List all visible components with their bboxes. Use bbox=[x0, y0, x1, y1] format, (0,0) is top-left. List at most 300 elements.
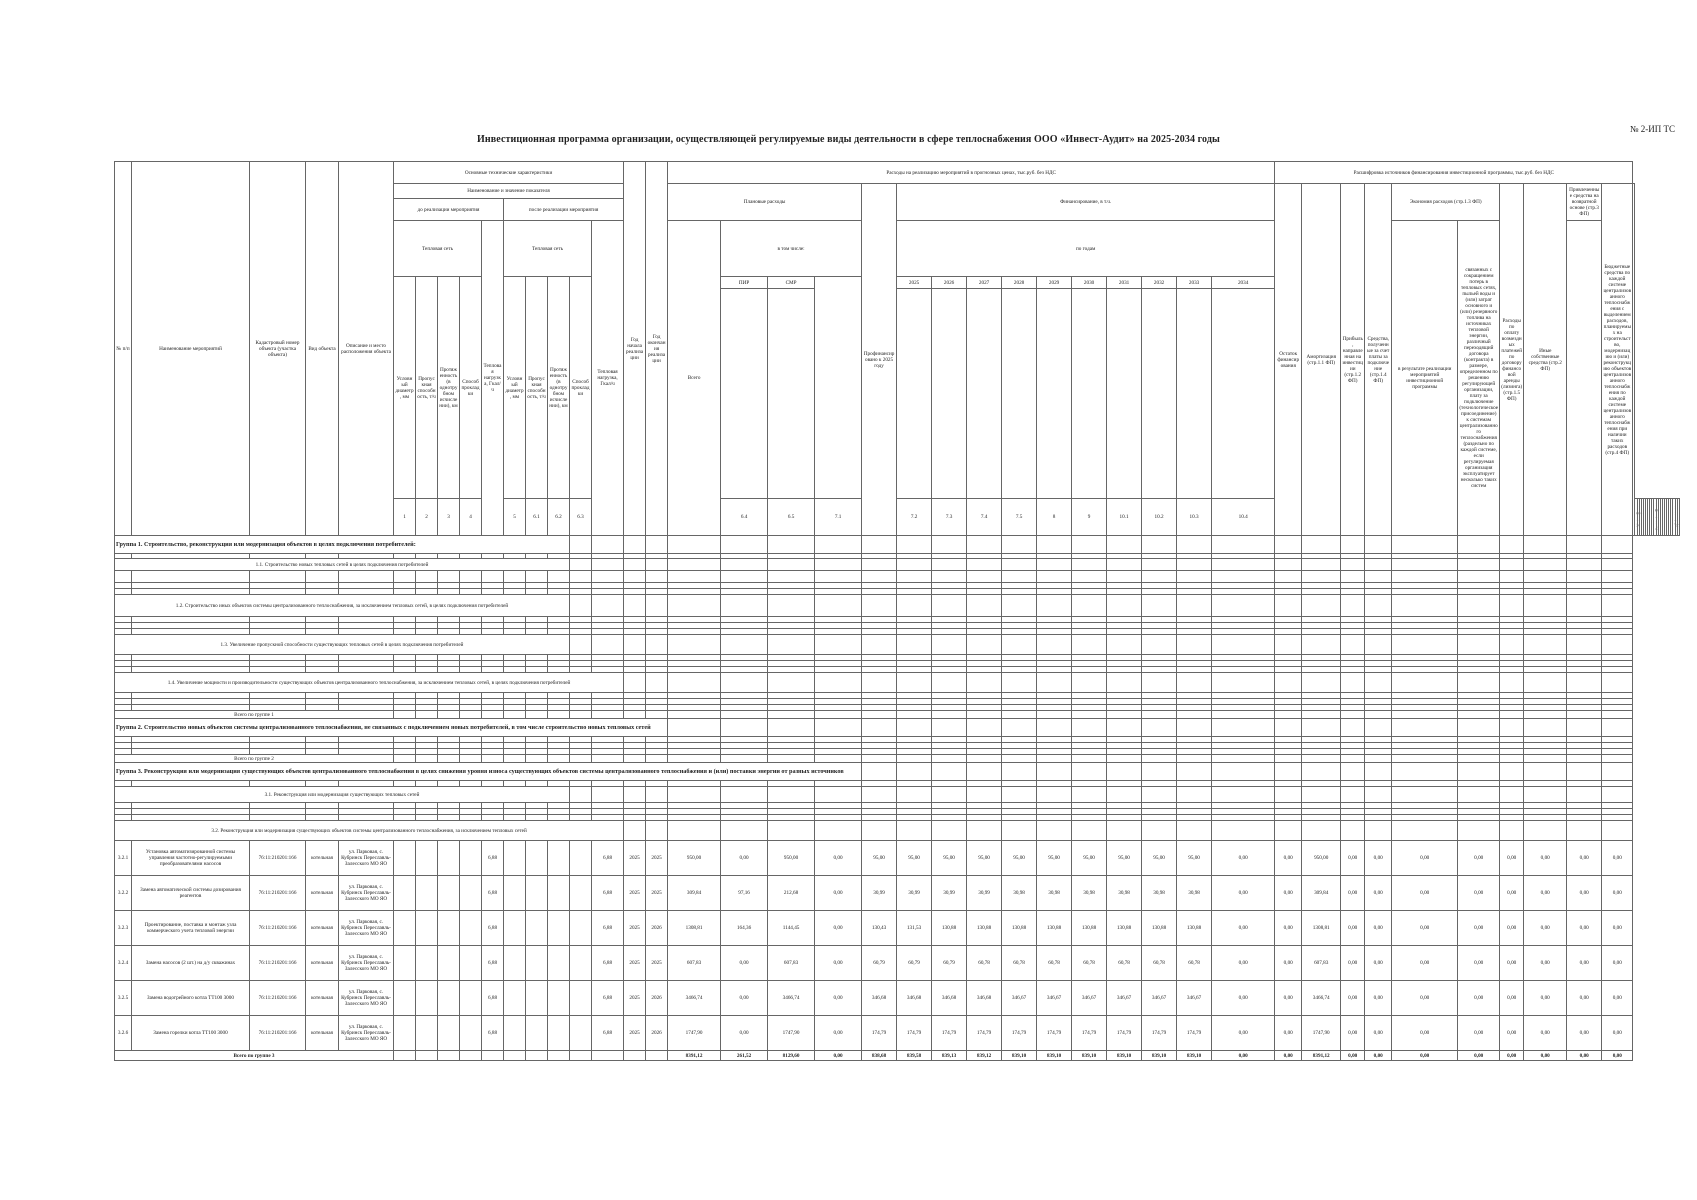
before-header: до реализации мероприятия bbox=[394, 199, 504, 221]
lease-header: Расходы по оплату возмездных платежей по договору финансовой аренды (лизинга) (стр.1.5 ФП) bbox=[1500, 184, 1524, 536]
heat-load-before: 6,88 bbox=[482, 841, 504, 876]
table-cell bbox=[932, 821, 967, 841]
table-cell bbox=[646, 673, 668, 693]
src-rest: 0,00 bbox=[1212, 1016, 1275, 1051]
year-cost: 174,79 bbox=[1177, 1016, 1212, 1051]
table-cell bbox=[306, 571, 339, 583]
table-cell bbox=[1107, 571, 1142, 583]
table-cell bbox=[570, 571, 592, 583]
row-number: 3.2.4 bbox=[115, 946, 132, 981]
saving-header: Экономия расходов (стр.1.3 ФП) bbox=[1392, 184, 1500, 221]
table-cell bbox=[504, 755, 526, 763]
group-total-label: Всего по группе 2 bbox=[115, 755, 394, 763]
src-other: 0,00 bbox=[1500, 841, 1524, 876]
table-cell bbox=[1302, 635, 1341, 655]
col-number: 6.1 bbox=[526, 499, 548, 536]
table-cell bbox=[570, 787, 592, 803]
table-cell bbox=[1602, 755, 1633, 763]
table-cell bbox=[1302, 719, 1341, 737]
cost-total: 8391,12 bbox=[668, 1051, 721, 1061]
year-cost: 839,10 bbox=[1037, 1051, 1072, 1061]
year-cost: 174,79 bbox=[1142, 1016, 1177, 1051]
table-cell bbox=[768, 755, 815, 763]
object-type: котельная bbox=[306, 876, 339, 911]
subgroup-row bbox=[115, 595, 1680, 617]
year-cost: 346,67 bbox=[1142, 981, 1177, 1016]
data-row bbox=[115, 946, 1680, 981]
other-header: Иные собственные средства (стр.2 ФП) bbox=[1524, 184, 1567, 536]
year-cost: 346,68 bbox=[967, 981, 1002, 1016]
table-cell bbox=[646, 595, 668, 617]
col-number: 10.4 bbox=[1212, 499, 1275, 536]
table-cell bbox=[1072, 755, 1107, 763]
header-row-1 bbox=[115, 162, 1680, 184]
table-cell bbox=[932, 711, 967, 719]
heat-load-after: 6,88 bbox=[592, 1016, 624, 1051]
year-cost: 60,78 bbox=[1177, 946, 1212, 981]
table-cell bbox=[526, 1016, 548, 1051]
table-cell bbox=[460, 571, 482, 583]
table-cell bbox=[1212, 635, 1275, 655]
src-osrc: 0,00 bbox=[1602, 1051, 1633, 1061]
start-year: 2025 bbox=[624, 841, 646, 876]
table-cell bbox=[815, 787, 862, 803]
table-cell bbox=[504, 711, 526, 719]
object-location: ул. Парковая, с. Кубринск Переславль-Залесского МО ЯО bbox=[339, 841, 394, 876]
table-cell bbox=[416, 946, 438, 981]
src-other: 0,00 bbox=[1500, 1016, 1524, 1051]
table-cell bbox=[646, 559, 668, 571]
table-cell bbox=[1341, 536, 1365, 554]
year-cost: 130,88 bbox=[967, 911, 1002, 946]
after-length-header: Протяженность (в однотрубном исчислении), км bbox=[548, 277, 570, 499]
table-cell bbox=[1275, 536, 1302, 554]
src-rest: 0,00 bbox=[1212, 876, 1275, 911]
src-other: 0,00 bbox=[1500, 946, 1524, 981]
table-cell bbox=[1212, 536, 1275, 554]
year-cost: 60,78 bbox=[1072, 946, 1107, 981]
table-cell bbox=[1072, 821, 1107, 841]
table-cell bbox=[1002, 559, 1037, 571]
subgroup-row bbox=[115, 559, 1680, 571]
table-cell bbox=[1524, 595, 1567, 617]
table-cell bbox=[1037, 571, 1072, 583]
src-lease: 0,00 bbox=[1458, 1016, 1500, 1051]
src-budget: 0,00 bbox=[1567, 1051, 1602, 1061]
table-cell bbox=[1302, 711, 1341, 719]
table-cell bbox=[548, 1016, 570, 1051]
year-cost: 60,78 bbox=[967, 946, 1002, 981]
table-cell bbox=[646, 787, 668, 803]
table-cell bbox=[1458, 821, 1500, 841]
table-cell bbox=[1107, 289, 1142, 499]
table-cell bbox=[1392, 755, 1458, 763]
table-cell bbox=[1365, 595, 1392, 617]
table-cell bbox=[1602, 673, 1633, 693]
table-cell bbox=[1524, 719, 1567, 737]
year-cost: 60,78 bbox=[1037, 946, 1072, 981]
table-cell bbox=[504, 946, 526, 981]
year-cost: 839,10 bbox=[1072, 1051, 1107, 1061]
table-cell bbox=[897, 635, 932, 655]
table-cell bbox=[1524, 755, 1567, 763]
row-number: 3.2.1 bbox=[115, 841, 132, 876]
table-cell bbox=[438, 755, 460, 763]
src-amort: 0,00 bbox=[1275, 876, 1302, 911]
table-cell bbox=[897, 755, 932, 763]
table-cell bbox=[1072, 559, 1107, 571]
table-cell bbox=[570, 711, 592, 719]
table-cell bbox=[526, 876, 548, 911]
table-cell bbox=[1037, 595, 1072, 617]
table-cell bbox=[394, 755, 416, 763]
year-cost: 95,00 bbox=[897, 841, 932, 876]
table-cell bbox=[1365, 821, 1392, 841]
table-cell bbox=[1365, 536, 1392, 554]
table-cell bbox=[438, 571, 460, 583]
table-cell bbox=[1037, 763, 1072, 781]
table-cell bbox=[1037, 673, 1072, 693]
table-cell bbox=[897, 821, 932, 841]
table-cell bbox=[1142, 289, 1177, 499]
src-rest: 0,00 bbox=[1212, 1051, 1275, 1061]
subgroup-title: 3.1. Реконструкция или модернизация существующих тепловых сетей bbox=[115, 787, 570, 803]
cadastral-number: 76:11:210201:166 bbox=[250, 1016, 306, 1051]
table-cell bbox=[1524, 635, 1567, 655]
year-cost: 174,79 bbox=[1072, 1016, 1107, 1051]
table-cell bbox=[1524, 536, 1567, 554]
table-cell bbox=[394, 711, 416, 719]
table-cell bbox=[1037, 559, 1072, 571]
table-cell bbox=[768, 536, 815, 554]
table-cell bbox=[1602, 821, 1633, 841]
table-cell bbox=[504, 1016, 526, 1051]
table-cell bbox=[897, 711, 932, 719]
table-cell bbox=[1500, 536, 1524, 554]
year-cost: 95,00 bbox=[862, 841, 897, 876]
table-cell bbox=[815, 719, 862, 737]
after-diam-header: Условный диаметр, мм bbox=[504, 277, 526, 499]
table-cell bbox=[1500, 711, 1524, 719]
table-cell bbox=[1275, 673, 1302, 693]
cost-fin: 0,00 bbox=[815, 876, 862, 911]
col-number: 7.2 bbox=[897, 499, 932, 536]
col-number: 5 bbox=[504, 499, 526, 536]
table-cell bbox=[624, 559, 646, 571]
table-cell bbox=[1177, 536, 1212, 554]
table-cell bbox=[1567, 559, 1602, 571]
table-cell bbox=[394, 876, 416, 911]
src-sav_b: 0,00 bbox=[1392, 841, 1458, 876]
year-cost: 346,68 bbox=[932, 981, 967, 1016]
src-funds: 0,00 bbox=[1341, 1016, 1365, 1051]
table-cell bbox=[967, 763, 1002, 781]
heat-load-before: 6,88 bbox=[482, 946, 504, 981]
col-number: 7.1 bbox=[815, 499, 862, 536]
table-cell bbox=[1567, 595, 1602, 617]
table-cell bbox=[721, 536, 768, 554]
table-cell bbox=[438, 981, 460, 1016]
year-cost: 346,68 bbox=[897, 981, 932, 1016]
table-cell bbox=[1392, 635, 1458, 655]
src-osrc: 0,00 bbox=[1602, 876, 1633, 911]
table-cell bbox=[646, 711, 668, 719]
table-cell bbox=[394, 1016, 416, 1051]
table-cell bbox=[526, 946, 548, 981]
table-cell bbox=[967, 536, 1002, 554]
src-amort: 0,00 bbox=[1275, 1051, 1302, 1061]
attracted-sub bbox=[1567, 221, 1602, 536]
year-header-2025: 2025 bbox=[897, 277, 932, 289]
group-total-label: Всего по группе 3 bbox=[115, 1051, 394, 1061]
table-cell bbox=[1302, 559, 1341, 571]
table-cell bbox=[932, 635, 967, 655]
document-title: Инвестиционная программа организации, осуществляющей регулируемые виды деятельности в сфере теплоснабжения ООО «Инвест-Аудит» на 2025-2034 годы bbox=[477, 134, 1220, 145]
table-cell bbox=[967, 787, 1002, 803]
table-cell bbox=[862, 635, 897, 655]
year-cost: 30,99 bbox=[897, 876, 932, 911]
table-cell bbox=[1458, 711, 1500, 719]
table-cell bbox=[394, 981, 416, 1016]
cadastral-number: 76:11:210201:166 bbox=[250, 981, 306, 1016]
table-cell bbox=[1275, 719, 1302, 737]
table-cell bbox=[967, 595, 1002, 617]
table-cell bbox=[1458, 787, 1500, 803]
table-cell bbox=[526, 911, 548, 946]
table-cell bbox=[668, 673, 721, 693]
financed-header: Профинансировано к 2025 году bbox=[862, 184, 897, 536]
table-cell bbox=[1365, 571, 1392, 583]
table-cell bbox=[1002, 787, 1037, 803]
col-number: 7.5 bbox=[1002, 499, 1037, 536]
src-amort: 0,00 bbox=[1275, 911, 1302, 946]
table-cell bbox=[1567, 719, 1602, 737]
table-cell bbox=[932, 719, 967, 737]
table-cell bbox=[1567, 821, 1602, 841]
budget-header: Бюджетные средства по каждой системе централизованного теплоснабжения с выделением расходов, планируемых на строительство, модернизацию и (или) реконструкцию объектов централизованного теплоснабжения по каждой системе централизованного теплоснабжения при наличии таких расходов (стр.4 ФП) bbox=[1602, 184, 1633, 536]
table-cell bbox=[1567, 711, 1602, 719]
src-lease: 0,00 bbox=[1458, 911, 1500, 946]
start-year: 2025 bbox=[624, 946, 646, 981]
cost-pir: 0,00 bbox=[721, 1016, 768, 1051]
object-type: котельная bbox=[306, 946, 339, 981]
col-number: 7.4 bbox=[967, 499, 1002, 536]
table-cell bbox=[1458, 571, 1500, 583]
table-cell bbox=[721, 755, 768, 763]
other-src-header bbox=[1633, 184, 1635, 536]
table-cell bbox=[897, 719, 932, 737]
src-rest: 0,00 bbox=[1212, 981, 1275, 1016]
table-cell bbox=[1142, 559, 1177, 571]
cost-fin: 0,00 bbox=[815, 1051, 862, 1061]
table-cell bbox=[1142, 719, 1177, 737]
table-cell bbox=[1500, 635, 1524, 655]
table-cell bbox=[1072, 719, 1107, 737]
year-cost: 174,79 bbox=[932, 1016, 967, 1051]
object-type: котельная bbox=[306, 841, 339, 876]
year-cost: 839,10 bbox=[1177, 1051, 1212, 1061]
table-cell bbox=[1002, 289, 1037, 499]
empty-row bbox=[115, 571, 1680, 583]
table-cell bbox=[1107, 595, 1142, 617]
start-year: 2025 bbox=[624, 1016, 646, 1051]
year-cost: 839,58 bbox=[897, 1051, 932, 1061]
measure-name: Замена насосов (2 шт.) на д/у скважинах bbox=[132, 946, 250, 981]
table-cell bbox=[1365, 559, 1392, 571]
object-location: ул. Парковая, с. Кубринск Переславль-Залесского МО ЯО bbox=[339, 1016, 394, 1051]
group-total-label: Всего по группе 1 bbox=[115, 711, 394, 719]
subgroup-title: 1.2. Строительство иных объектов системы централизованного теплоснабжения, за исключением тепловых сетей, в целях подключения потребителей bbox=[115, 595, 570, 617]
table-cell bbox=[668, 635, 721, 655]
table-cell bbox=[1142, 787, 1177, 803]
table-cell bbox=[721, 787, 768, 803]
table-cell bbox=[1567, 755, 1602, 763]
table-cell bbox=[1072, 711, 1107, 719]
table-cell bbox=[460, 981, 482, 1016]
measure-name: Замена горелки котла ТТ100 3000 bbox=[132, 1016, 250, 1051]
table-cell bbox=[526, 711, 548, 719]
src-sav_a: 0,00 bbox=[1365, 1016, 1392, 1051]
table-cell bbox=[504, 911, 526, 946]
table-cell bbox=[897, 673, 932, 693]
table-cell bbox=[1365, 673, 1392, 693]
table-cell bbox=[1107, 755, 1142, 763]
table-cell bbox=[1275, 821, 1302, 841]
table-cell bbox=[1567, 571, 1602, 583]
table-cell bbox=[1037, 536, 1072, 554]
col-number: 8 bbox=[1037, 499, 1072, 536]
plan-header: Плановые расходы bbox=[668, 184, 862, 221]
group-row bbox=[115, 719, 1680, 737]
table-cell bbox=[1392, 571, 1458, 583]
group-title: Группа 3. Реконструкция или модернизация существующих объектов централизованного теплоснабжения в целях снижения уровня износа существующих объектов системы централизованного теплоснабжения и (или) поставки энергии от разных источников bbox=[115, 763, 862, 781]
table-cell bbox=[1072, 536, 1107, 554]
heat-load-after: 6,88 bbox=[592, 841, 624, 876]
year-cost: 174,79 bbox=[897, 1016, 932, 1051]
table-cell bbox=[416, 1051, 438, 1061]
table-cell bbox=[668, 536, 721, 554]
end-year: 2026 bbox=[646, 1016, 668, 1051]
table-cell bbox=[862, 787, 897, 803]
table-cell bbox=[668, 595, 721, 617]
end-year: 2026 bbox=[646, 911, 668, 946]
year-cost: 60,79 bbox=[897, 946, 932, 981]
table-cell bbox=[932, 289, 967, 499]
year-cost: 30,98 bbox=[1177, 876, 1212, 911]
before-length-header: Протяженность (в однотрубном исчислении), км bbox=[438, 277, 460, 499]
table-cell bbox=[1602, 787, 1633, 803]
table-cell bbox=[1212, 755, 1275, 763]
table-cell bbox=[394, 1051, 416, 1061]
table-cell bbox=[646, 536, 668, 554]
table-cell bbox=[1142, 595, 1177, 617]
year-cost: 60,78 bbox=[1002, 946, 1037, 981]
table-cell bbox=[624, 595, 646, 617]
year-header-2034: 2034 bbox=[1212, 277, 1275, 289]
src-budget: 0,00 bbox=[1567, 876, 1602, 911]
table-cell bbox=[1365, 763, 1392, 781]
table-cell bbox=[1341, 763, 1365, 781]
src-funds: 0,00 bbox=[1341, 876, 1365, 911]
col-number: 6.2 bbox=[548, 499, 570, 536]
table-cell bbox=[482, 755, 504, 763]
subgroup-title: 1.3. Увеличение пропускной способности существующих тепловых сетей в целях подключения потребителей bbox=[115, 635, 570, 655]
table-cell bbox=[482, 711, 504, 719]
src-other: 0,00 bbox=[1500, 1051, 1524, 1061]
table-cell bbox=[1302, 595, 1341, 617]
table-cell bbox=[460, 1051, 482, 1061]
table-cell bbox=[438, 1051, 460, 1061]
table-cell bbox=[1177, 787, 1212, 803]
table-cell bbox=[526, 755, 548, 763]
year-cost: 30,98 bbox=[1002, 876, 1037, 911]
heat-net-after-header: Тепловая сеть bbox=[504, 221, 592, 277]
row-number: 3.2.3 bbox=[115, 911, 132, 946]
table-cell bbox=[460, 755, 482, 763]
col-number: 1 bbox=[394, 499, 416, 536]
table-cell bbox=[1037, 719, 1072, 737]
year-cost: 346,67 bbox=[1072, 981, 1107, 1016]
table-cell bbox=[668, 787, 721, 803]
col-num-header: № п/п bbox=[115, 162, 132, 536]
subgroup-title: 1.1. Строительство новых тепловых сетей в целях подключения потребителей bbox=[115, 559, 570, 571]
table-cell bbox=[548, 981, 570, 1016]
year-cost: 30,98 bbox=[1107, 876, 1142, 911]
table-cell bbox=[862, 755, 897, 763]
table-cell bbox=[932, 595, 967, 617]
table-cell bbox=[394, 571, 416, 583]
src-sav_a: 0,00 bbox=[1365, 981, 1392, 1016]
col-number: 10.3 bbox=[1177, 499, 1212, 536]
table-cell bbox=[1142, 821, 1177, 841]
after-throughput-header: Пропускная способность, т/ч bbox=[526, 277, 548, 499]
table-cell bbox=[721, 595, 768, 617]
table-cell bbox=[1341, 719, 1365, 737]
table-cell bbox=[1177, 595, 1212, 617]
table-cell bbox=[1392, 719, 1458, 737]
data-row bbox=[115, 1016, 1680, 1051]
table-cell bbox=[504, 876, 526, 911]
cost-fin: 0,00 bbox=[815, 946, 862, 981]
year-cost: 95,00 bbox=[1142, 841, 1177, 876]
src-sav_b: 0,00 bbox=[1392, 911, 1458, 946]
table-cell bbox=[721, 719, 768, 737]
table-cell bbox=[721, 821, 768, 841]
src-funds: 0,00 bbox=[1341, 1051, 1365, 1061]
table-cell bbox=[721, 571, 768, 583]
table-cell bbox=[570, 635, 592, 655]
measure-name: Замена автоматической системы дозирования реагентов bbox=[132, 876, 250, 911]
table-cell bbox=[768, 821, 815, 841]
table-cell bbox=[1602, 763, 1633, 781]
table-cell bbox=[1037, 821, 1072, 841]
table-cell bbox=[1392, 787, 1458, 803]
table-cell bbox=[1212, 711, 1275, 719]
year-cost: 30,99 bbox=[932, 876, 967, 911]
group-total-row bbox=[115, 1051, 1680, 1061]
table-cell bbox=[1458, 595, 1500, 617]
src-sav_b: 0,00 bbox=[1392, 946, 1458, 981]
table-cell bbox=[1341, 821, 1365, 841]
table-cell bbox=[1302, 536, 1341, 554]
table-cell bbox=[1500, 755, 1524, 763]
table-cell bbox=[967, 571, 1002, 583]
col-number bbox=[1677, 499, 1679, 536]
group-row bbox=[115, 536, 1680, 554]
table-cell bbox=[815, 536, 862, 554]
table-cell bbox=[1107, 673, 1142, 693]
table-cell bbox=[1458, 763, 1500, 781]
